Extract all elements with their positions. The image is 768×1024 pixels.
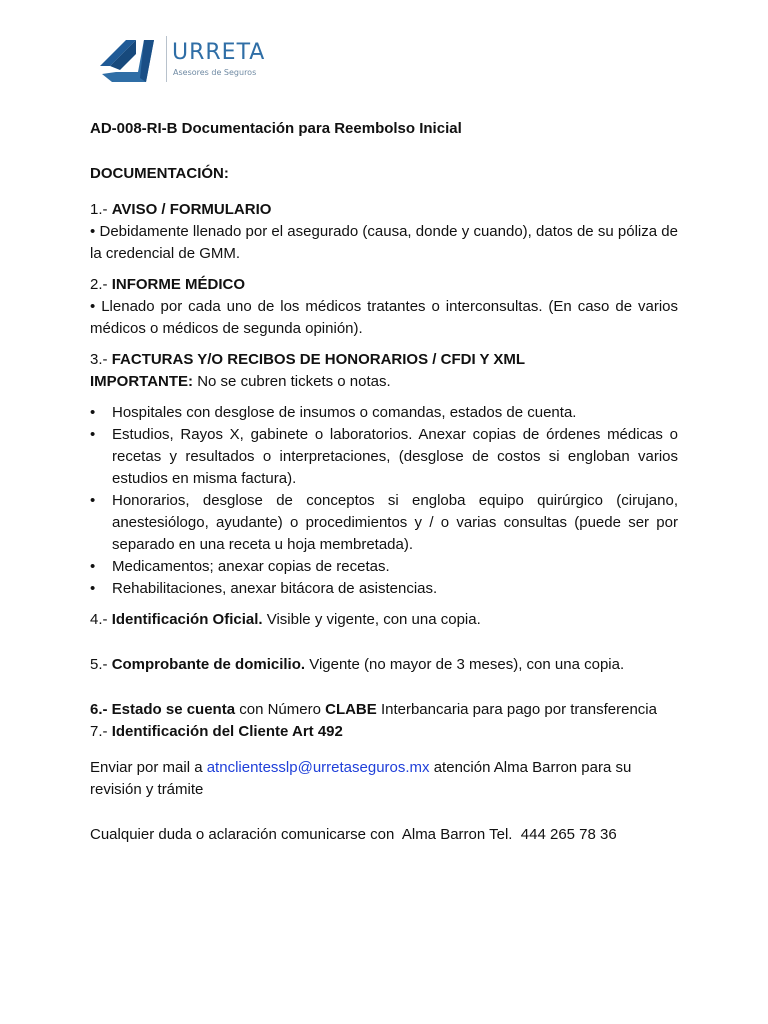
logo-divider [166, 36, 167, 82]
list-item: • Medicamentos; anexar copias de recetas. [90, 556, 678, 578]
contact-text: Cualquier duda o aclaración comunicarse con Alma Barron Tel. 444 265 78 36 [90, 826, 617, 843]
logo-tagline: Asesores de Seguros [173, 68, 257, 77]
bullet-glyph: • [90, 223, 96, 240]
logo-name: URRETA [172, 40, 266, 65]
clabe-label: CLABE [325, 701, 377, 718]
list-item: • Rehabilitaciones, anexar bitácora de asistencias. [90, 578, 678, 600]
list-item: • Estudios, Rayos X, gabinete o laboratorios. Anexar copias de órdenes médicas o recetas y resultados o interpretaciones, (desglose de costos si engloban varios estudios en misma factura). [90, 426, 678, 487]
list-item: • Hospitales con desglose de insumos o comandas, estados de cuenta. [90, 402, 678, 424]
section-informe-medico [90, 274, 678, 340]
bullet-glyph: • [90, 298, 96, 315]
section-comprobante [90, 654, 678, 676]
section-identificacion-cliente [90, 721, 678, 743]
section-identificacion [90, 609, 678, 631]
email-link[interactable]: atnclientesslp@urretaseguros.mx [206, 759, 430, 776]
email-note [90, 757, 678, 801]
section-text-before: con Número [239, 701, 321, 718]
section-label: AVISO / FORMULARIO [111, 201, 272, 218]
email-prefix: Enviar por mail a [90, 759, 203, 776]
section-estado-cuenta [90, 699, 678, 721]
document-body [90, 118, 678, 846]
section-number: 5.- [90, 656, 108, 673]
section-text: Debidamente llenado por el asegurado (causa, donde y cuando), datos de su póliza de la credencial de GMM. [90, 223, 678, 262]
section-number: 1.- [90, 201, 108, 218]
document-title: AD-008-RI-B Documentación para Reembolso Inicial [90, 120, 462, 137]
bullet-icon: • [90, 426, 96, 443]
urreta-logo-icon [96, 30, 160, 88]
section-text: Vigente (no mayor de 3 meses), con una copia. [309, 656, 625, 673]
section-facturas [90, 349, 678, 600]
section-label: .- Estado se cuenta [98, 701, 236, 718]
invoice-requirements-list [90, 402, 678, 600]
bullet-icon: • [90, 404, 96, 421]
section-aviso [90, 199, 678, 265]
section-number: 6 [90, 701, 99, 718]
bullet-icon: • [90, 558, 96, 575]
bullet-icon: • [90, 580, 96, 597]
important-text: No se cubren tickets o notas. [197, 373, 391, 390]
section-label: FACTURAS Y/O RECIBOS DE HONORARIOS / CFDI Y XML [111, 351, 526, 368]
section-label: Identificación Oficial. [111, 611, 263, 628]
section-number: 3.- [90, 351, 108, 368]
list-item: • Honorarios, desglose de conceptos si engloba equipo quirúrgico (cirujano, anestesiólogo, ayudante) o procedimientos y / o varias consultas (puede ser por separado en una receta u hoja membretada). [90, 492, 678, 553]
section-heading: DOCUMENTACIÓN: [90, 165, 229, 182]
contact-note [90, 824, 678, 846]
section-number: 4.- [90, 611, 108, 628]
company-logo [96, 30, 296, 90]
email-suffix: atención Alma Barron para su revisión y trámite [90, 759, 632, 798]
section-label: Identificación del Cliente Art 492 [111, 723, 343, 740]
section-label: INFORME MÉDICO [111, 276, 246, 293]
important-label: IMPORTANTE: [90, 373, 194, 390]
section-text-after: Interbancaria para pago por transferencia [380, 701, 657, 718]
section-number: 2.- [90, 276, 108, 293]
bullet-icon: • [90, 492, 96, 509]
section-label: Comprobante de domicilio. [111, 656, 306, 673]
section-number: 7.- [90, 723, 108, 740]
section-text: Visible y vigente, con una copia. [266, 611, 481, 628]
section-text: Llenado por cada uno de los médicos tratantes o interconsultas. (En caso de varios médicos o médicos de segunda opinión). [90, 298, 678, 337]
